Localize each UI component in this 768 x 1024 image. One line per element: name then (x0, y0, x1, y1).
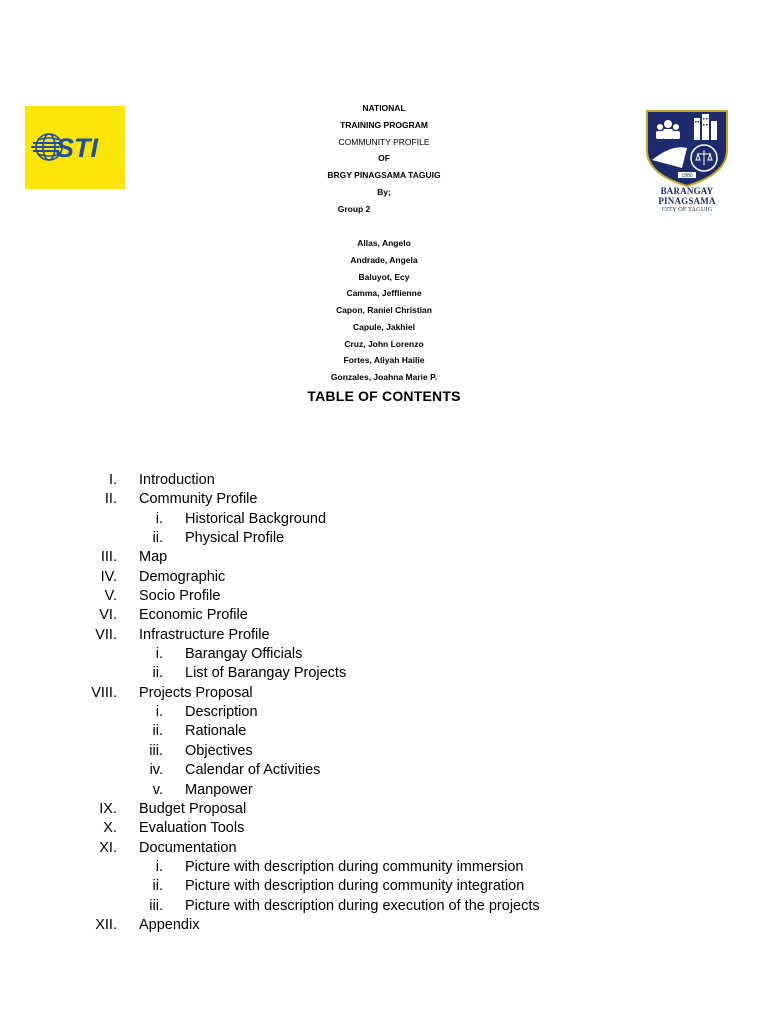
toc-item-label: Socio Profile (139, 588, 221, 605)
toc-item-number: X. (103, 820, 117, 837)
toc-item-label: Physical Profile (185, 530, 285, 547)
toc-item (0, 548, 768, 567)
seal-year: 1980 (681, 173, 693, 179)
toc-item-label: Rationale (185, 723, 247, 740)
author-name: Allas, Angelo (357, 238, 411, 248)
toc-item-label: Map (139, 549, 168, 566)
toc-item (0, 645, 768, 664)
author-name: Baluyot, Ecy (358, 272, 410, 282)
toc-item-number: i. (155, 646, 163, 663)
toc-item-label: Manpower (185, 781, 253, 798)
toc-item-number: II. (104, 491, 117, 508)
toc-item (0, 722, 768, 741)
toc-item (0, 897, 768, 916)
toc-item-label: Barangay Officials (185, 646, 303, 663)
toc-item-label: Projects Proposal (139, 684, 253, 701)
toc-item (0, 568, 768, 587)
toc-item-label: Picture with description during community integration (185, 878, 525, 895)
toc-item (0, 819, 768, 838)
toc-item-label: Historical Background (185, 510, 327, 527)
author-name: Andrade, Angela (350, 255, 418, 265)
toc-item (0, 761, 768, 780)
header-line-4: OF (378, 153, 390, 163)
toc-item (0, 664, 768, 683)
toc-item-number: I. (108, 472, 117, 488)
toc-item (0, 490, 768, 509)
header-line-1: NATIONAL (362, 103, 406, 113)
toc-item (0, 839, 768, 858)
toc-item-label: Economic Profile (139, 607, 248, 624)
seal-subtitle: CITY OF TAGUIG (661, 206, 713, 213)
sti-logo-text: STI (56, 133, 99, 163)
toc-item-number: ii. (152, 723, 163, 740)
toc-item (0, 877, 768, 896)
toc-item-label: List of Barangay Projects (185, 665, 347, 682)
header-line-2: TRAINING PROGRAM (340, 120, 428, 130)
author-name: Capon, Raniel Christian (336, 305, 432, 315)
author-name: Fortes, Aliyah Hailie (343, 355, 425, 365)
toc-item (0, 587, 768, 606)
toc-list (0, 471, 768, 935)
toc-item (0, 510, 768, 529)
toc-item-number: XII. (95, 916, 117, 933)
toc-item (0, 781, 768, 800)
toc-item-label: Evaluation Tools (139, 820, 245, 837)
toc-item-number: v. (152, 781, 163, 798)
toc-item-label: Demographic (139, 568, 226, 585)
toc-item (0, 742, 768, 761)
toc-item-label: Objectives (185, 742, 253, 759)
toc-item-label: Infrastructure Profile (139, 626, 270, 643)
toc-item-number: IV. (100, 568, 117, 585)
toc-item-number: iv. (149, 762, 163, 779)
toc-item-number: iii. (149, 897, 163, 914)
toc-title: TABLE OF CONTENTS (307, 388, 461, 404)
toc-item-number: V. (104, 588, 117, 605)
toc-item-number: i. (155, 510, 163, 527)
seal-name: BARANGAY PINAGSAMA (658, 186, 716, 206)
toc-item (0, 684, 768, 703)
toc-item-number: VIII. (91, 684, 117, 701)
header-line-5: BRGY PINAGSAMA TAGUIG (327, 170, 441, 180)
author-name: Capule, Jakhiel (353, 322, 415, 332)
toc-item (0, 858, 768, 877)
toc-item (0, 529, 768, 548)
toc-item-number: IX. (99, 800, 117, 817)
toc-item-label: Documentation (139, 839, 237, 856)
header-line-7: Group 2 (337, 204, 371, 214)
toc-item-label: Picture with description during community immersion (185, 858, 524, 875)
toc-item-number: VI. (99, 607, 117, 624)
header-line-6: By; (377, 187, 391, 197)
toc-item (0, 916, 768, 935)
toc-item-label: Appendix (139, 916, 200, 933)
toc-item-label: Introduction (139, 472, 215, 488)
toc-item-label: Budget Proposal (139, 800, 247, 817)
toc-item-number: ii. (152, 878, 163, 895)
toc-item (0, 471, 768, 490)
toc-item-number: III. (100, 549, 117, 566)
toc-item-number: ii. (152, 530, 163, 547)
toc-item-label: Community Profile (139, 491, 258, 508)
toc-item-label: Calendar of Activities (185, 762, 321, 779)
author-name: Camma, Jefflienne (346, 288, 422, 298)
toc-item-number: VII. (95, 626, 117, 643)
header-line-3: COMMUNITY PROFILE (338, 137, 430, 147)
author-name: Gonzales, Joahna Marie P. (330, 372, 438, 382)
toc-item-number: ii. (152, 665, 163, 682)
toc-item (0, 703, 768, 722)
toc-item (0, 800, 768, 819)
toc-item (0, 626, 768, 645)
toc-item-number: i. (155, 704, 163, 721)
toc-item (0, 606, 768, 625)
toc-item-label: Description (185, 704, 258, 721)
author-name: Cruz, John Lorenzo (344, 339, 424, 349)
toc-item-number: iii. (149, 742, 163, 759)
toc-item-label: Picture with description during execution of the projects (185, 897, 540, 914)
toc-item-number: XI. (99, 839, 117, 856)
toc-item-number: i. (155, 858, 163, 875)
